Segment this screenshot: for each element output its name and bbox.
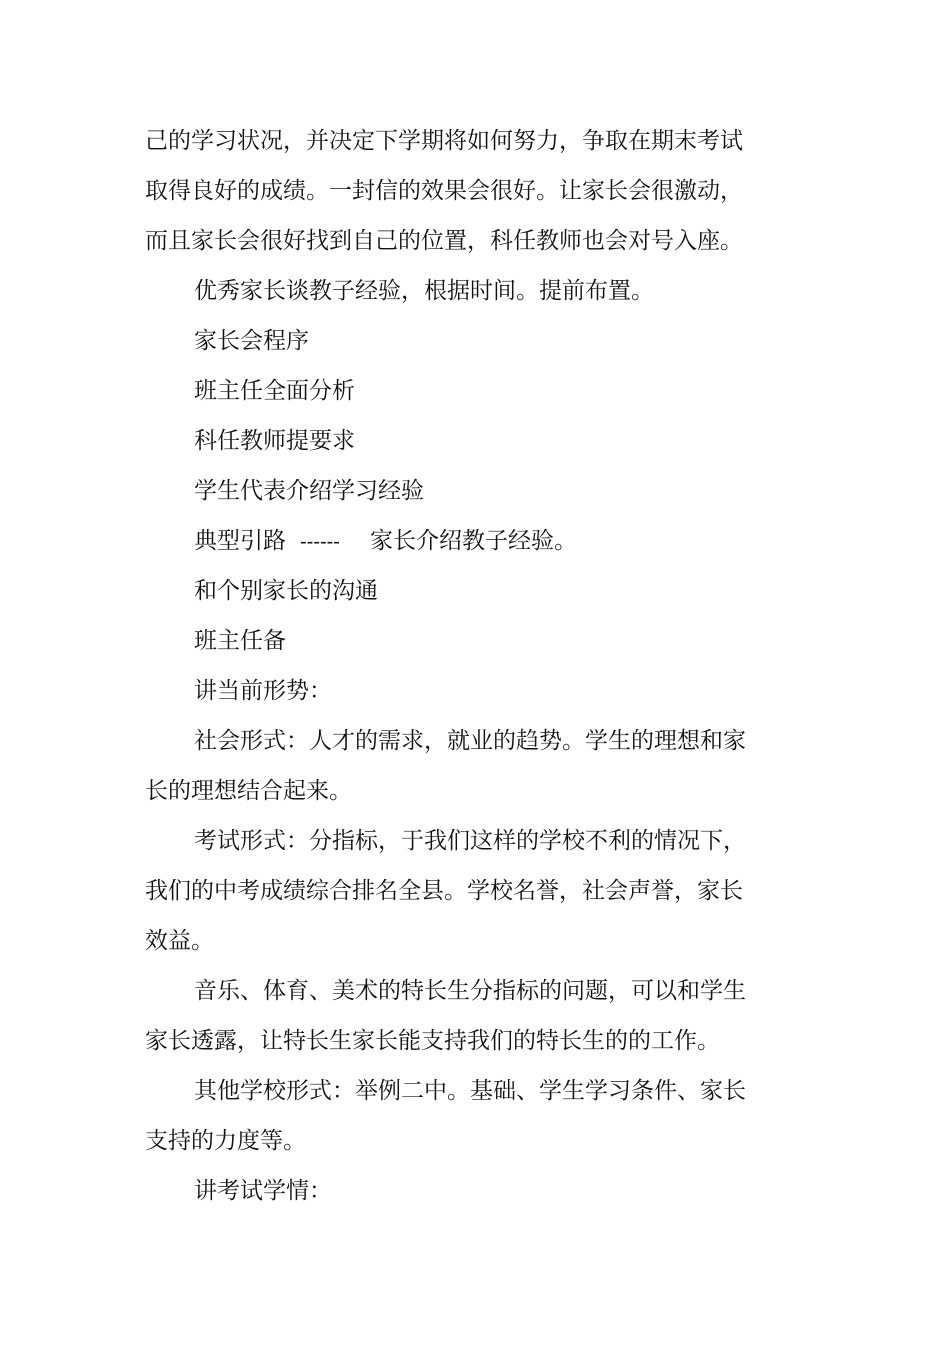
document-body — [145, 116, 755, 1216]
text-line: 支持的力度等。 — [145, 1128, 306, 1154]
text-line: 讲考试学情： — [194, 1178, 332, 1204]
text-line: 考试形式：分指标，于我们这样的学校不利的情况下， — [194, 828, 746, 854]
paragraph-social-situation — [145, 716, 755, 816]
paragraph-exam-study-heading — [145, 1166, 755, 1216]
dash-separator: ------ — [300, 531, 340, 553]
text-line: 取得良好的成绩。一封信的效果会很好。让家长会很激动， — [145, 178, 743, 204]
text-line: 讲当前形势： — [194, 678, 332, 704]
paragraph-other-schools — [145, 1066, 755, 1166]
paragraph-head-teacher-prep — [145, 616, 755, 666]
text-line: 己的学习状况，并决定下学期将如何努力，争取在期末考试 — [145, 128, 743, 154]
text-line: 而且家长会很好找到自己的位置，科任教师也会对号入座。 — [145, 228, 743, 254]
text-line: 家长透露，让特长生家长能支持我们的特长生的的工作。 — [145, 1028, 720, 1054]
text-line: 学生代表介绍学习经验 — [194, 478, 424, 504]
text-line: 班主任备 — [194, 628, 286, 654]
text-line: 长的理想结合起来。 — [145, 778, 352, 804]
text-line: 社会形式：人才的需求，就业的趋势。学生的理想和家 — [194, 728, 746, 754]
paragraph-continuation — [145, 116, 755, 266]
paragraph-procedure-item — [145, 416, 755, 466]
text-line: 优秀家长谈教子经验，根据时间。提前布置。 — [194, 278, 654, 304]
text-line — [145, 516, 755, 566]
paragraph-procedure-item — [145, 566, 755, 616]
paragraph-procedure-item — [145, 366, 755, 416]
text-line: 家长会程序 — [194, 328, 309, 354]
text-line: 我们的中考成绩综合排名全县。学校名誉，社会声誉，家长 — [145, 878, 743, 904]
typical-tail-text: 家长介绍教子经验。 — [369, 528, 577, 554]
typical-lead-text: 典型引路 — [194, 528, 286, 554]
text-line: 科任教师提要求 — [194, 428, 355, 454]
text-line: 班主任全面分析 — [194, 378, 355, 404]
paragraph-procedure-item-typical — [145, 516, 755, 566]
paragraph-exam-situation — [145, 816, 755, 966]
paragraph-current-situation-heading — [145, 666, 755, 716]
text-line: 音乐、体育、美术的特长生分指标的问题，可以和学生 — [194, 978, 746, 1004]
text-line: 和个别家长的沟通 — [194, 578, 378, 604]
paragraph-meeting-procedure-heading — [145, 316, 755, 366]
paragraph-special-talent — [145, 966, 755, 1066]
text-line: 效益。 — [145, 928, 214, 954]
paragraph-parent-experience — [145, 266, 755, 316]
paragraph-procedure-item — [145, 466, 755, 516]
text-line: 其他学校形式：举例二中。基础、学生学习条件、家长 — [194, 1078, 746, 1104]
